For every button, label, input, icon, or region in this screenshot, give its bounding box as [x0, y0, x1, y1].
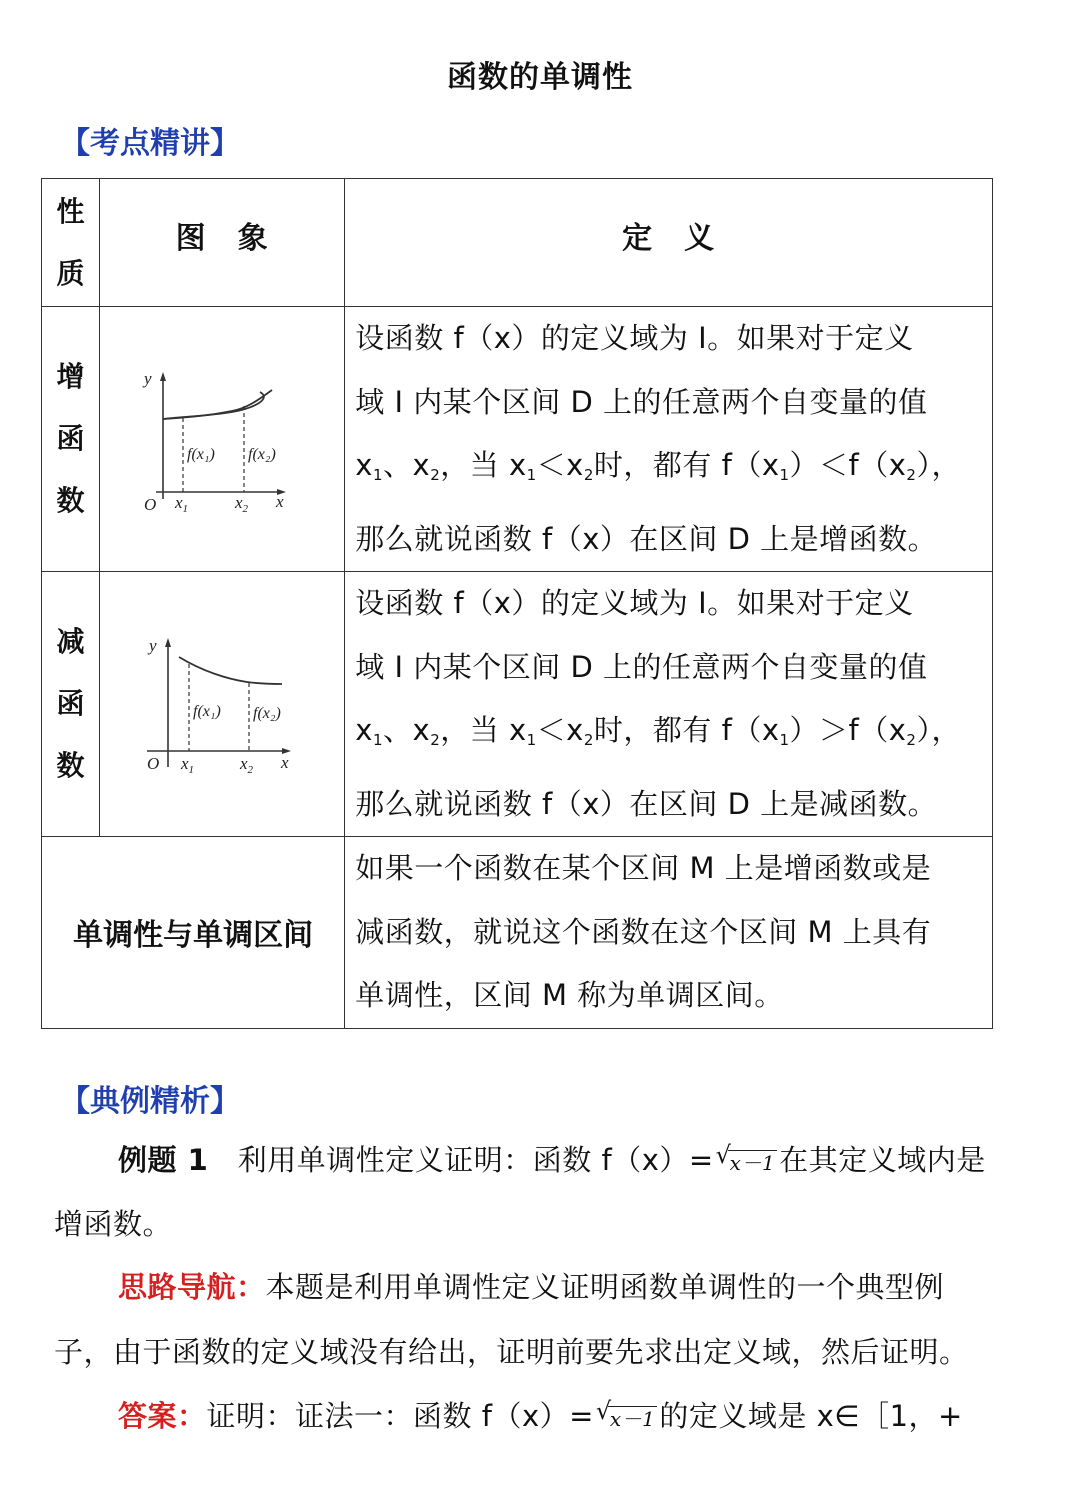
- example-text: 在其定义域内是: [779, 1143, 986, 1177]
- y-label: y: [149, 636, 157, 655]
- hint-text: 本题是利用单调性定义证明函数单调性的一个典型例: [265, 1270, 945, 1304]
- x-label: x: [276, 492, 284, 511]
- answer-label: 答案：: [118, 1399, 207, 1433]
- label-decreasing-function: [42, 572, 100, 837]
- hint-line2: 子，由于函数的定义域没有给出，证明前要先求出定义域，然后证明。: [54, 1335, 969, 1369]
- definition-monotonic-interval: [345, 837, 993, 1029]
- page-title: 函数的单调性: [447, 60, 633, 95]
- section-heading-examples: 【典例精析】: [60, 1084, 240, 1119]
- header-property-char: 质: [56, 256, 85, 290]
- def-line: 减函数，就说这个函数在这个区间 M 上具有: [355, 914, 932, 949]
- row-decreasing: [42, 572, 993, 837]
- answer-line1: [118, 1394, 1080, 1435]
- definition-decreasing: [345, 572, 993, 837]
- def-line: 单调性，区间 M 称为单调区间。: [355, 978, 784, 1012]
- graph-decreasing-cell: [100, 572, 345, 837]
- sqrt-expression: √ x－1: [715, 1141, 776, 1175]
- answer-text: 的定义域是 x∈［1，+: [659, 1399, 963, 1433]
- fx2-label: f(x₂): [253, 705, 281, 722]
- hint-label: 思路导航：: [118, 1270, 266, 1304]
- x1-label: $x_1$: [175, 493, 189, 514]
- def-line: 那么就说函数 f（x）在区间 D 上是减函数。: [355, 786, 938, 821]
- answer-text: 证明：证法一：函数 f（x）=: [206, 1399, 594, 1433]
- hint-line1: [118, 1265, 1080, 1306]
- header-definition: 定 义: [345, 179, 993, 307]
- decreasing-curve: [179, 657, 282, 684]
- table-header-row: [42, 179, 993, 307]
- origin-label: O: [147, 754, 160, 773]
- def-line: $x_1$、$x_2$，当 $x_1<x_2$时，都有 $f(x_1)>f(x_2)$，: [355, 713, 961, 749]
- header-graph: 图 象: [100, 179, 345, 307]
- label-increasing-function: [42, 307, 100, 572]
- fx1-label: f(x₁): [193, 703, 221, 720]
- label-char: 数: [56, 749, 85, 782]
- example-1-line2: 增函数。: [54, 1207, 173, 1241]
- example-label: 例题 1: [118, 1143, 209, 1177]
- def-line: 设函数 f（x）的定义域为 I。如果对于定义: [355, 586, 914, 620]
- sqrt-expression: √ x－1: [595, 1397, 656, 1431]
- fx2-label: f(x₂): [248, 446, 276, 463]
- fx1-label: f(x₁): [187, 446, 215, 463]
- def-line: 域 I 内某个区间 D 上的任意两个自变量的值: [355, 384, 928, 419]
- decreasing-function-graph: [127, 629, 317, 779]
- example-1-line1: [118, 1138, 1080, 1179]
- label-monotonicity-interval: 单调性与单调区间: [42, 837, 345, 1029]
- row-monotonic-interval: [42, 837, 993, 1029]
- y-arrow-icon: [165, 638, 171, 647]
- section-heading-key-points: 【考点精讲】: [60, 126, 240, 161]
- x2-label: $x_2$: [235, 493, 249, 514]
- def-line: 如果一个函数在某个区间 M 上是增函数或是: [355, 851, 932, 885]
- x-label: x: [281, 753, 289, 772]
- label-char: 增: [56, 360, 85, 393]
- definition-increasing: [345, 307, 993, 572]
- y-arrow-icon: [160, 372, 166, 381]
- label-char: 函: [56, 422, 85, 455]
- header-property: [42, 179, 100, 307]
- graph-increasing-cell: [100, 307, 345, 572]
- def-line: $x_1$、$x_2$，当 $x_1<x_2$时，都有 $f(x_1)<f(x_2)$，: [355, 448, 961, 484]
- label-char: 减: [56, 625, 85, 658]
- x2-label: $x_2$: [240, 754, 254, 776]
- y-label: y: [144, 369, 152, 388]
- def-line: 设函数 f（x）的定义域为 I。如果对于定义: [355, 321, 914, 355]
- label-char: 数: [56, 484, 85, 517]
- x1-label: $x_1$: [181, 754, 195, 776]
- label-char: 函: [56, 687, 85, 720]
- increasing-function-graph: [132, 364, 312, 514]
- monotonicity-table: [41, 178, 993, 1029]
- origin-label: O: [144, 495, 157, 514]
- row-increasing: [42, 307, 993, 572]
- header-property-char: 性: [56, 194, 85, 228]
- example-text: 利用单调性定义证明：函数 f（x）=: [208, 1143, 714, 1177]
- def-line: 域 I 内某个区间 D 上的任意两个自变量的值: [355, 649, 928, 684]
- def-line: 那么就说函数 f（x）在区间 D 上是增函数。: [355, 521, 938, 556]
